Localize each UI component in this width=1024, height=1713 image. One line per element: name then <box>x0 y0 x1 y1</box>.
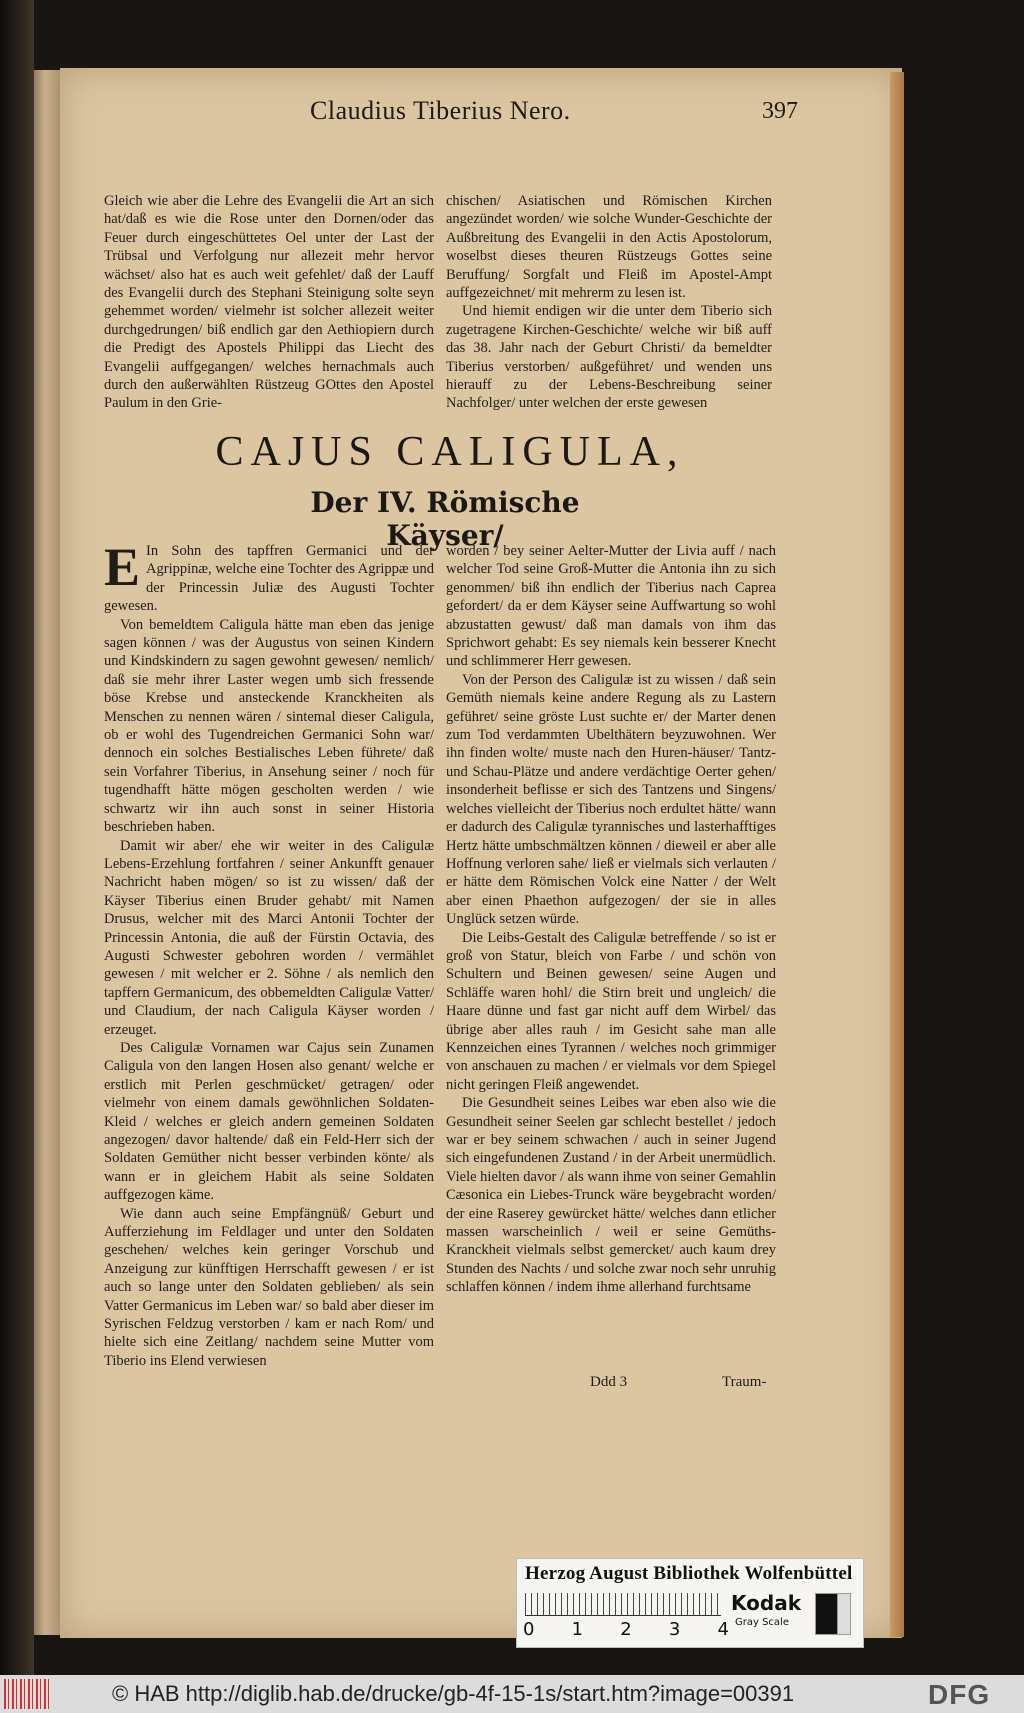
ruler-label: 4 <box>717 1619 729 1640</box>
paragraph-text: In Sohn des tapffren Germanici und der Agrippinæ, welche eine Tochter des Agrippæ und der Princessin Juliæ des Augusti Tochter gewesen. <box>104 543 434 615</box>
body-column-left <box>104 537 434 1370</box>
kodak-label: Kodak <box>731 1591 801 1615</box>
ruler-label: 1 <box>571 1619 584 1640</box>
top-column-left <box>104 192 434 413</box>
top-paragraph: chischen/ Asiatischen und Römischen Kirchen angezündet worden/ wie solche Wunder-Geschichte der Außbreitung des Evangelii in den Actis Apostolorum, woselbst dieses theuren Rüstzeugs Gottes seine Beruffung/ Sorgfalt und Fleiß im Apostel-Ampt auffgezeichnet/ mit mehrerm zu lesen ist. <box>446 193 772 302</box>
left-page-edge <box>34 70 62 1635</box>
running-header <box>250 96 810 136</box>
body-paragraph: Die Gesundheit seines Leibes war eben also wie die Gesundheit seiner Seelen gar schlecht bestellet / jedoch war er bey seinem schwachen / auch in seiner Jugend sich eingefundenen Zustand / in der Arbeit unermüdlich. Viele hielten davor / als wann ihme von seiner Gemahlin Cæsonica ein Liebes-Trunck wäre beygebracht worden/ der eine Raserey gewürcket hätte/ welches dann etlicher massen warscheinlich / weil er seine Gemüths-Kranckheit vielmals selbst gemercket/ auch kaum drey Stunden des Nachts / und solche zwar noch sehr unruhig schlaffen können / indem ihme allerhand furchtsame <box>446 1095 776 1296</box>
kodak-gray-scale <box>729 1591 855 1637</box>
body-paragraph: Von der Person des Caligulæ ist zu wissen / daß sein Gemüth niemals keine andere Regung als zu Lastern geführet/ seine gröste Lust suchte er/ der Marter denen zum Tod verdammten Ubelthätern beyzuwohnen. Wer ihn finden wolte/ muste nach den Huren-häuser/ Tantz- und Schau-Plätze und andere verdächtige Oerter gehen/ insonderheit beflisse er sich des Tantzens und Singens/ welches vielleicht der Tiberius noch erdultet hätte/ wann er dadurch des Caligulæ tyrannisches und lasterhafftiges Hertz hätte umbschmältzen können / dieweil er aber alle Hoffnung verloren sahe/ ließ er vielmals sich verlauten / er hätte dem Römischen Volck eine Natter / der Welt aber einen Phaethon aufgezogen/ der sie in alles Unglück setzen würde. <box>446 671 776 928</box>
body-paragraph: Damit wir aber/ ehe wir weiter in des Caligulæ Lebens-Erzehlung fortfahren / seiner Ankunfft genauer Nachricht haben mögen/ so ist zu wissen/ daß der Käyser Tiberius einen Bruder gehabt/ mit Namen Drusus, welcher mit des Marci Antonii Tochter der Princessin Antonia, die auß der Fürstin Octavia, des Augusti Schwester gebohren worden / vermählet gewesen / mit welcher er 2. Söhne / als nemlich den tapffern Germanicum, des obbemeldten Caligulæ Vatter/ und Claudium, der nach Caligula Käyser worden / erzeuget. <box>104 837 434 1038</box>
library-name: Herzog August Bibliothek Wolfenbüttel <box>525 1563 853 1584</box>
scale-ruler <box>525 1593 721 1616</box>
gray-swatch-light <box>837 1593 851 1635</box>
book-binding <box>0 0 34 1675</box>
ruler-label: 3 <box>668 1619 681 1640</box>
ruler-label: 0 <box>523 1619 535 1640</box>
dfg-logo: DFG <box>928 1679 991 1710</box>
running-title: Claudius Tiberius Nero. <box>310 96 571 125</box>
page-fore-edge <box>890 72 904 1637</box>
top-column-right <box>446 192 772 413</box>
body-paragraph: worden / bey seiner Aelter-Mutter der Livia auff / nach welcher Tod seine Groß-Mutter die Antonia ihn zu sich genommen/ biß ihn endlich der Tiberius nach Caprea gefordert/ da er dem Käyser seine Auffwartung so wohl abzustatten gewust/ daß man damals von ihm das Sprichwort gehabt: Es sey niemals kein besserer Knecht und schlimmerer Herr gewesen. <box>446 543 776 670</box>
body-paragraph: Des Caligulæ Vornamen war Cajus sein Zunamen Caligula von den langen Hosen also genant/ welche er erstlich mit Perlen geschmücket/ getragen/ oder vielmehr von einem damals gewöhnlichen Soldaten-Kleid / welches er gleich andern gemeinen Soldaten angezogen/ davor haltende/ daß ein Feld-Herr sich der Soldaten Gemüther nicht besser verbinden könte/ als wann er in gleichem Habit als seine Soldaten auffgezogen käme. <box>104 1039 434 1204</box>
signature-mark: Ddd 3 <box>590 1374 628 1390</box>
body-paragraph: Von bemeldtem Caligula hätte man eben das jenige sagen können / was der Augustus von seinen Kindern und Kindskindern zu sagen gewohnt gewesen/ nemlich/ daß sie mehr ihrer Laster wegen umb sich fressende böse Krebse und ansteckende Kranckheiten als Menschen zu nennen wären / sintemal dieser Caligula, ob er wohl des Tugendreichen Germanici Sohn war/ dennoch ein solches Bestialisches Leben führete/ daß sein Vorfahrer Tiberius, in Ansehung seiner / noch für tugendhafft hätte mögen gescholten werden / wie schwartz wir ihn auch sonst in seiner Historia beschrieben haben. <box>104 616 434 836</box>
footer-bar <box>0 1675 1024 1713</box>
drop-cap: E <box>104 537 141 597</box>
gray-scale-label: Gray Scale <box>735 1617 789 1628</box>
ruler-label: 2 <box>620 1619 632 1640</box>
body-paragraph <box>104 537 434 616</box>
body-paragraph: Die Leibs-Gestalt des Caligulæ betreffende / so ist er groß von Statur, bleich von Farbe / und schön von Schultern und Beinen gewesen/ seine Augen und Schläffe waren hohl/ die Stirn breit und ungleich/ die Haare dünne und fast gar nicht auff dem Wirbel/ das übrige aber alles rauh / im Gesicht sahe man alle Kennzeichen eines Tyrannen / welches noch grimmiger von anschauen zu machen / er vielmals vor dem Spiegel nicht geringen Fleiß angewendet. <box>446 929 776 1093</box>
catchword: Traum- <box>722 1374 767 1390</box>
ruler-labels <box>523 1619 729 1640</box>
source-url[interactable]: © HAB http://diglib.hab.de/drucke/gb-4f-15-1s/start.htm?image=00391 <box>112 1681 795 1706</box>
body-paragraph: Wie dann auch seine Empfängnüß/ Geburt und Aufferziehung im Feldlager und unter den Soldaten geschehen/ welches kein geringer Vorschub und Anzeigung zur künfftigen Herrschafft gewesen / er ist auch so lange unter den Soldaten geblieben/ als sein Vatter Germanicus im Leben war/ so bald aber dieser im Syrischen Feldzug verstorben / kam er nach Rom/ und hielte sich eine Zeitlang/ nachdem seine Mutter vom Tiberio ins Elend verwiesen <box>104 1205 434 1369</box>
barcode-icon <box>4 1679 50 1709</box>
body-column-right <box>446 542 776 1297</box>
library-color-card <box>516 1558 864 1648</box>
chapter-title: CAJUS CALIGULA, <box>215 429 685 475</box>
top-paragraph: Gleich wie aber die Lehre des Evangelii die Art an sich hat/daß es wie die Rose unter den Dornen/oder das Feuer durch eingeschüttetes Oel unter der Last der Trübsal und Verfolgung nur allezeit mehr hervor wächset/ also hat es auch weit gefehlet/ daß der Lauff des Evangelii durch des Stephani Steinigung solte seyn gehemmet worden/ vielmehr ist solcher allezeit weiter durchgedrungen/ biß endlich gar den Aethiopiern durch die Predigt des Apostels Philippi das Liecht des Evangelii auffgegangen/ welches hernachmals auch durch den außerwählten Rüstzeug GOttes den Apostel Paulum in den Grie- <box>104 193 434 412</box>
page-number: 397 <box>762 98 798 124</box>
chapter-subtitle: Der IV. Römische Käyser/ <box>310 486 580 552</box>
gray-swatch-dark <box>815 1593 839 1635</box>
top-paragraph: Und hiemit endigen wir die unter dem Tiberio sich zugetragene Kirchen-Geschichte/ welche wir biß auff das 38. Jahr nach der Geburt Christi/ da bemeldter Tiberius verstorben/ außgeführet/ und wenden uns hierauff zu der Lebens-Beschreibung seiner Nachfolger/ unter welchen der erste gewesen <box>446 303 772 412</box>
